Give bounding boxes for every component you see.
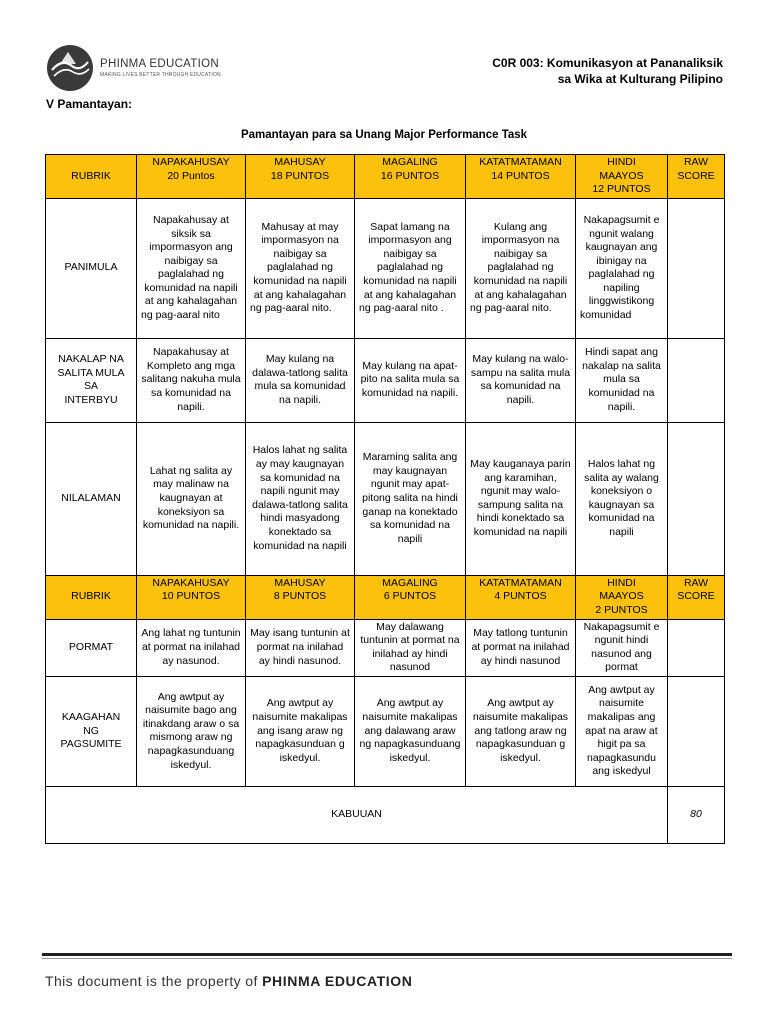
rubric-table: [45, 154, 725, 844]
criterion-cell: Mahusay at may impormasyon na naibigay sa paglalahad ng komunidad na napili at ang kahalagahan ng pag-aaral nito.: [246, 198, 355, 338]
standard-label: V Pamantayan:: [46, 97, 133, 111]
criterion-cell: May kulang na dalawa-tatlong salita mula sa komunidad na napili.: [246, 338, 355, 422]
criterion-cell: Napakahusay at siksik sa impormasyon ang naibigay sa paglalahad ng komunidad na napili at ang kahalagahan ng pag-aaral nito: [137, 198, 246, 338]
criterion-cell: Halos lahat ng salita ay may kaugnayan sa komunidad na napili ngunit may dalawa-tatlong salita hindi masyadong konektado sa komunidad na napili: [246, 422, 355, 575]
footer-prefix: This document is the property of: [45, 973, 258, 989]
level-header: MAHUSAY 18 PUNTOS: [246, 155, 355, 199]
rubrik-header: RUBRIK: [46, 575, 137, 619]
course-title-line2: sa Wika at Kulturang Pilipino: [557, 72, 723, 86]
total-row: [46, 786, 725, 843]
footer-owner: PHINMA EDUCATION: [262, 973, 413, 989]
criterion-cell: May dalawang tuntunin at pormat na inilahad ay hindi nasunod: [355, 619, 466, 676]
criterion-cell: Nakapagsumit e ngunit hindi nasunod ang pormat: [576, 619, 668, 676]
criterion-cell: Hindi sapat ang nakalap na salita mula sa komunidad na napili.: [576, 338, 668, 422]
criterion-cell: Ang awtput ay naisumite makalipas ang dalawang araw ng napagkasunduang iskedyul.: [355, 676, 466, 786]
table-row: [46, 198, 725, 338]
raw-score-cell[interactable]: [668, 676, 725, 786]
criterion-cell: Lahat ng salita ay may malinaw na kaugnayan at koneksiyon sa komunidad na napili.: [137, 422, 246, 575]
raw-score-cell[interactable]: [668, 422, 725, 575]
criterion-name: KAAGAHAN NG PAGSUMITE: [46, 676, 137, 786]
level-header: NAPAKAHUSAY 20 Puntos: [137, 155, 246, 199]
level-header: MAGALING 16 PUNTOS: [355, 155, 466, 199]
criterion-cell: Ang lahat ng tuntunin at pormat na inilahad ay nasunod.: [137, 619, 246, 676]
phinma-logo: [46, 44, 226, 92]
raw-score-cell[interactable]: [668, 198, 725, 338]
footer-divider-thin: [42, 958, 732, 959]
criterion-name: PORMAT: [46, 619, 137, 676]
criterion-cell: May kulang na apat-pito na salita mula sa komunidad na napili.: [355, 338, 466, 422]
criterion-cell: Kulang ang impormasyon na naibigay sa paglalahad ng komunidad na napili at ang kahalagahan ng pag-aaral nito.: [466, 198, 576, 338]
phinma-emblem-icon: [46, 44, 94, 92]
criterion-name: PANIMULA: [46, 198, 137, 338]
criterion-name: NAKALAP NA SALITA MULA SA INTERBYU: [46, 338, 137, 422]
course-title: [492, 55, 723, 87]
raw-score-cell[interactable]: [668, 619, 725, 676]
footer-divider: [42, 953, 732, 956]
total-value: 80: [668, 786, 725, 843]
footer-text: [45, 973, 412, 989]
criterion-name: NILALAMAN: [46, 422, 137, 575]
level-header: NAPAKAHUSAY 10 PUNTOS: [137, 575, 246, 619]
logo-tagline: MAKING LIVES BETTER THROUGH EDUCATION: [100, 72, 221, 78]
rubric-subtitle: Pamantayan para sa Unang Major Performance Task: [240, 129, 528, 141]
logo-name: PHINMA EDUCATION: [100, 58, 219, 70]
criterion-cell: May kulang na walo- sampu na salita mula sa komunidad na napili.: [466, 338, 576, 422]
criterion-cell: Ang awtput ay naisumite makalipas ang isang araw ng napagkasunduan g iskedyul.: [246, 676, 355, 786]
criterion-cell: Ang awtput ay naisumite makalipas ang apat na araw at higit pa sa napagkasundu ang iskedyul: [576, 676, 668, 786]
level-header: HINDI MAAYOS 12 PUNTOS: [576, 155, 668, 199]
header-row-1: [46, 155, 725, 199]
raw-score-header: RAW SCORE: [668, 155, 725, 199]
raw-score-header: RAW SCORE: [668, 575, 725, 619]
criterion-cell: Napakahusay at Kompleto ang mga salitang nakuha mula sa komunidad na napili.: [137, 338, 246, 422]
criterion-cell: Sapat lamang na impormasyon ang naibigay sa paglalahad ng komunidad na napili at ang kahalagahan ng pag-aaral nito .: [355, 198, 466, 338]
raw-score-cell[interactable]: [668, 338, 725, 422]
table-row: [46, 619, 725, 676]
level-header: KATATMATAMAN 14 PUNTOS: [466, 155, 576, 199]
level-header: MAHUSAY 8 PUNTOS: [246, 575, 355, 619]
criterion-cell: May isang tuntunin at pormat na inilahad ay hindi nasunod.: [246, 619, 355, 676]
table-row: [46, 676, 725, 786]
total-label: KABUUAN: [46, 786, 668, 843]
table-row: [46, 338, 725, 422]
level-header: MAGALING 6 PUNTOS: [355, 575, 466, 619]
criterion-cell: Maraming salita ang may kaugnayan ngunit may apat-pitong salita na hindi ganap na konektado sa komunidad na napili: [355, 422, 466, 575]
rubrik-header: RUBRIK: [46, 155, 137, 199]
table-row: [46, 422, 725, 575]
criterion-cell: May tatlong tuntunin at pormat na inilahad ay hindi nasunod: [466, 619, 576, 676]
criterion-cell: May kauganaya parin ang karamihan, ngunit may walo-sampung salita na hindi konektado sa komunidad na napili: [466, 422, 576, 575]
level-header: HINDI MAAYOS 2 PUNTOS: [576, 575, 668, 619]
criterion-cell: Ang awtput ay naisumite bago ang itinakdang araw o sa mismong araw ng napagkasunduang iskedyul.: [137, 676, 246, 786]
header-row-2: [46, 575, 725, 619]
criterion-cell: Nakapagsumit e ngunit walang kaugnayan ang ibinigay na paglalahad ng napiling linggwistikong komunidad: [576, 198, 668, 338]
level-header: KATATMATAMAN 4 PUNTOS: [466, 575, 576, 619]
criterion-cell: Halos lahat ng salita ay walang koneksiyon o kaugnayan sa komunidad na napili: [576, 422, 668, 575]
course-title-line1: C0R 003: Komunikasyon at Pananaliksik: [492, 56, 723, 70]
criterion-cell: Ang awtput ay naisumite makalipas ang tatlong araw ng napagkasunduan g iskedyul.: [466, 676, 576, 786]
